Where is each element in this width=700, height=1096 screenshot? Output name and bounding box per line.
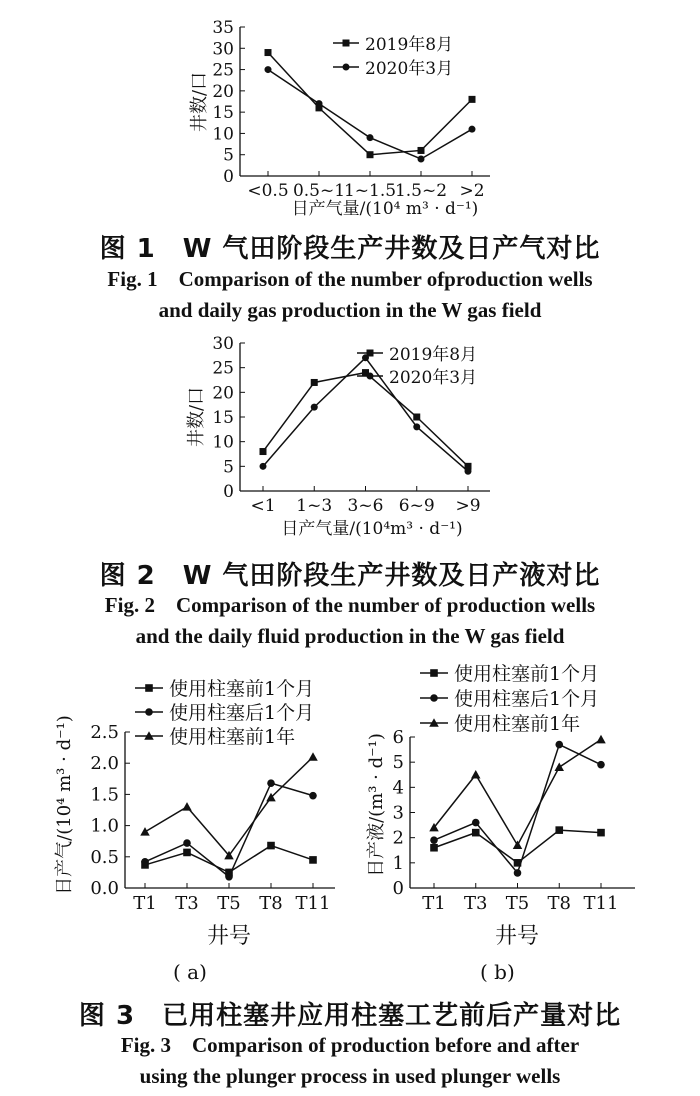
series-line-3 (145, 757, 313, 856)
x-axis-title: 井号 (494, 924, 540, 949)
x-tick-label: T11 (295, 893, 331, 914)
legend-label-3: 使用柱塞前1年 (169, 726, 296, 748)
data-point-s2-p5 (465, 468, 472, 475)
x-axis-title: 日产气量/(10⁴ m³ · d⁻¹) (291, 199, 479, 219)
legend-label-2: 使用柱塞后1个月 (169, 702, 315, 724)
series-line-2 (268, 70, 472, 159)
legend-label-2: 2020年3月 (389, 368, 478, 388)
data-point-s1-p4 (418, 147, 425, 154)
data-point-s3-p5 (596, 735, 606, 744)
y-tick-label: 2.0 (90, 753, 119, 775)
legend-marker-2 (367, 373, 374, 380)
x-tick-label: T5 (217, 893, 241, 914)
fig3-caption-en-line2: using the plunger process in used plunger wells (139, 1064, 561, 1088)
data-point-s2-p5 (309, 792, 317, 800)
y-tick-label: 1.5 (90, 784, 119, 806)
data-point-s3-p4 (555, 762, 565, 771)
data-point-s2-p2 (311, 404, 318, 411)
data-point-s1-p2 (472, 829, 480, 837)
data-point-s2-p3 (225, 873, 233, 881)
fig2-caption-en-line1: Fig. 2 Comparison of the number of production wells (104, 593, 596, 617)
data-point-s2-p2 (472, 819, 480, 827)
y-tick-label: 5 (392, 752, 404, 774)
data-point-s2-p3 (367, 134, 374, 141)
data-point-s2-p4 (418, 155, 425, 162)
fig1-caption-en-line1: Fig. 1 Comparison of the number ofproduction wells (107, 267, 593, 291)
data-point-s2-p1 (265, 66, 272, 73)
y-tick-label: 0.0 (90, 878, 119, 899)
x-axis-title: 井号 (206, 924, 252, 949)
x-tick-label: 1~3 (296, 496, 333, 516)
data-point-s3-p5 (308, 752, 318, 761)
y-tick-label: 2 (392, 827, 404, 849)
fig1-caption-cn: 图 1 W 气田阶段生产井数及日产气对比 (99, 234, 601, 264)
x-tick-label: T1 (133, 893, 157, 914)
y-tick-label: 1 (392, 852, 404, 874)
y-tick-label: 25 (212, 60, 234, 81)
legend-label-3: 使用柱塞前1年 (454, 713, 581, 735)
x-tick-label: T11 (583, 893, 619, 914)
x-tick-label: 3~6 (347, 496, 384, 516)
data-point-s2-p3 (362, 354, 369, 361)
data-point-s2-p5 (469, 126, 476, 133)
data-point-s1-p4 (555, 826, 563, 834)
data-point-s2-p4 (555, 741, 563, 749)
data-point-s1-p1 (260, 448, 267, 455)
x-tick-label: 1~1.5 (343, 181, 397, 201)
x-tick-label: 1.5~2 (394, 181, 448, 201)
data-point-s1-p3 (367, 151, 374, 158)
data-point-s1-p2 (183, 849, 191, 857)
x-tick-label: >9 (455, 496, 481, 516)
data-point-s2-p3 (514, 869, 522, 877)
legend-marker-1 (430, 669, 438, 677)
x-tick-label: T5 (505, 893, 530, 914)
x-tick-label: 0.5~1 (292, 181, 346, 201)
y-tick-label: 30 (212, 334, 234, 354)
y-tick-label: 30 (212, 39, 234, 60)
legend-label-2: 2020年3月 (365, 59, 454, 79)
y-tick-label: 3 (392, 802, 404, 824)
data-point-s2-p2 (316, 100, 323, 107)
chart-fig3b (350, 655, 700, 955)
y-tick-label: 4 (392, 777, 404, 799)
legend-marker-2 (343, 64, 350, 71)
y-tick-label: 10 (212, 432, 234, 453)
x-tick-label: T3 (464, 893, 488, 914)
y-tick-label: 1.0 (90, 815, 119, 837)
data-point-s3-p3 (513, 840, 523, 849)
y-tick-label: 2.5 (90, 722, 119, 743)
legend-label-1: 2019年8月 (389, 345, 478, 365)
y-tick-label: 0 (223, 482, 234, 502)
legend-marker-1 (343, 40, 350, 47)
x-tick-label: T1 (422, 893, 446, 914)
chart-fig3a (0, 655, 350, 955)
fig2-caption-en-line2: and the daily fluid production in the W gas field (135, 624, 565, 648)
data-point-s2-p5 (597, 761, 605, 769)
data-point-s1-p2 (311, 379, 318, 386)
data-point-s1-p1 (430, 844, 438, 852)
series-line-2 (434, 745, 601, 873)
x-axis-title: 日产气量/(10⁴m³ · d⁻¹) (281, 519, 463, 539)
legend-label-1: 使用柱塞前1个月 (169, 678, 315, 700)
data-point-s1-p5 (309, 856, 317, 864)
data-point-s1-p5 (597, 829, 605, 837)
y-tick-label: 20 (212, 383, 234, 404)
x-tick-label: <0.5 (247, 181, 289, 201)
x-tick-label: T8 (259, 893, 283, 914)
data-point-s3-p2 (182, 802, 192, 811)
legend-marker-2 (145, 708, 153, 716)
y-tick-label: 5 (223, 457, 234, 478)
x-tick-label: T8 (547, 893, 571, 914)
y-tick-label: 15 (212, 103, 234, 124)
subfigure-a-label: ( a) (173, 960, 207, 984)
data-point-s2-p2 (183, 839, 191, 847)
y-tick-label: 6 (392, 727, 404, 748)
y-axis-title: 井数/口 (186, 386, 207, 448)
x-tick-label: 6~9 (398, 496, 435, 516)
y-tick-label: 20 (212, 81, 234, 102)
y-tick-label: 35 (212, 18, 234, 38)
y-axis-title: 日产液/(m³ · d⁻¹) (366, 733, 387, 877)
legend-marker-1 (145, 684, 153, 692)
data-point-s1-p4 (413, 414, 420, 421)
y-axis-title: 井数/口 (189, 71, 210, 133)
data-point-s2-p4 (413, 423, 420, 430)
data-point-s1-p5 (469, 96, 476, 103)
fig3-caption-en-line1: Fig. 3 Comparison of production before and after (120, 1033, 580, 1057)
x-tick-label: <1 (250, 496, 276, 516)
data-point-s2-p1 (260, 463, 267, 470)
y-tick-label: 0 (392, 878, 404, 899)
legend-label-2: 使用柱塞后1个月 (454, 688, 600, 710)
y-tick-label: 0 (223, 167, 234, 187)
series-line-2 (145, 783, 313, 877)
x-tick-label: T3 (175, 893, 199, 914)
fig1-caption-en-line2: and daily gas production in the W gas field (158, 298, 542, 322)
data-point-s1-p4 (267, 842, 275, 850)
data-point-s2-p4 (267, 779, 275, 787)
y-tick-label: 0.5 (90, 846, 119, 868)
y-tick-label: 10 (212, 124, 234, 145)
chart-fig1 (0, 0, 700, 225)
fig3-caption-cn: 图 3 已用柱塞井应用柱塞工艺前后产量对比 (78, 1001, 622, 1031)
data-point-s3-p2 (471, 770, 481, 779)
y-tick-label: 15 (212, 408, 234, 428)
legend-label-1: 2019年8月 (365, 35, 454, 55)
chart-fig2 (0, 330, 700, 548)
y-axis-title: 日产气/(10⁴ m³ · d⁻¹) (54, 715, 75, 895)
data-point-s2-p1 (430, 836, 438, 844)
x-tick-label: >2 (459, 181, 485, 201)
data-point-s2-p1 (141, 858, 149, 866)
data-point-s3-p1 (140, 827, 150, 836)
fig2-caption-cn: 图 2 W 气田阶段生产井数及日产液对比 (99, 561, 601, 591)
legend-marker-2 (430, 694, 438, 702)
y-tick-label: 25 (212, 358, 234, 379)
data-point-s1-p1 (265, 49, 272, 56)
legend-label-1: 使用柱塞前1个月 (454, 663, 600, 685)
y-tick-label: 5 (223, 145, 234, 166)
subfigure-b-label: ( b) (480, 960, 515, 984)
